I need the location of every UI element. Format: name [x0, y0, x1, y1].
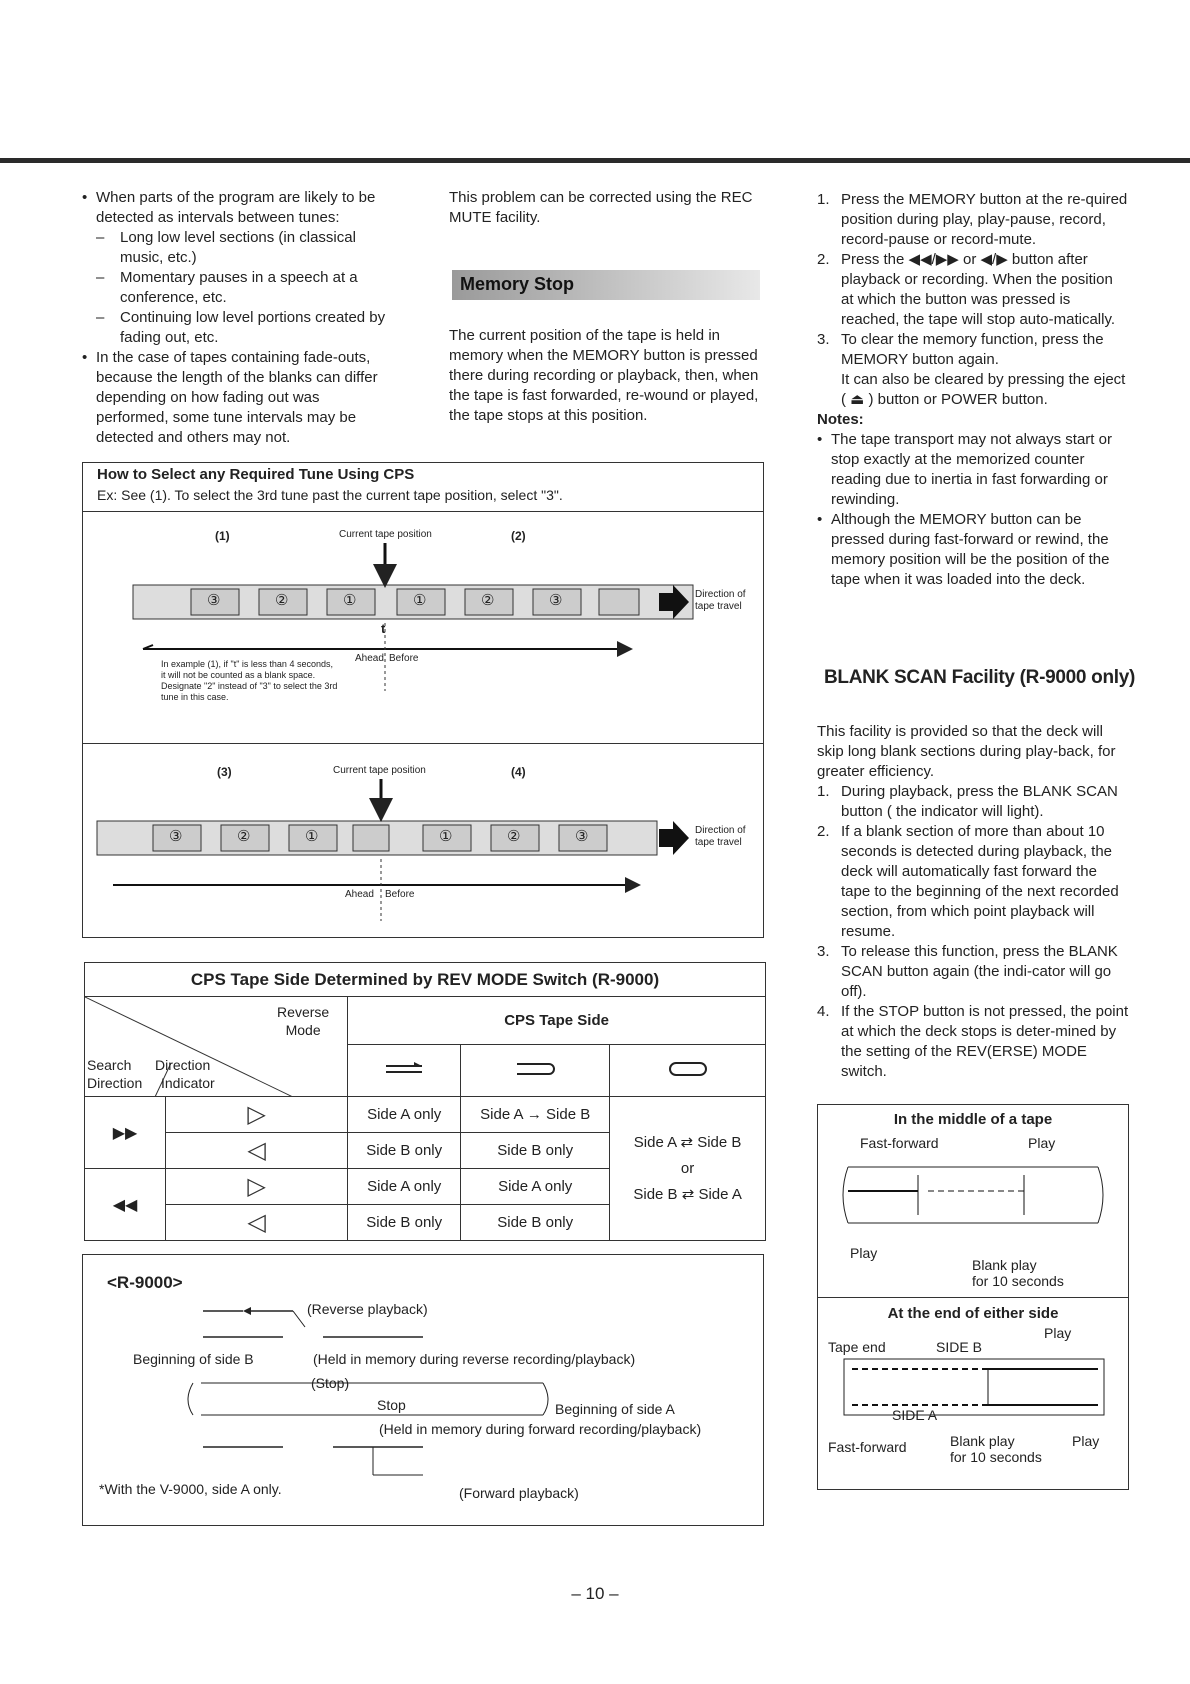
cps-diagram-box	[82, 462, 764, 938]
memory-step-3-extra: It can also be cleared by pressing the eject ( ⏏ ) button or POWER button.	[841, 371, 1126, 408]
play-label: Play	[1028, 1135, 1056, 1151]
direction-label: tape travel	[695, 837, 742, 848]
end-tape-diagram	[818, 1105, 1128, 1489]
end-tape-title: At the end of either side	[887, 1305, 1059, 1322]
blank-step-4: 4. If the STOP button is not pressed, the point at which the deck stops is deter-mined by the setting of the REV(ERSE) MODE switch.	[817, 1003, 1129, 1080]
bullet-1: • When parts of the program are likely to be detected as intervals between tunes:	[82, 189, 376, 226]
table-cell: Side A only	[348, 1097, 461, 1133]
memory-step-1: 1. Press the MEMORY button at the re-quired position during play, play-pause, record, record-pause or record-mute.	[817, 191, 1128, 248]
play-label: Play	[1072, 1433, 1100, 1449]
blank-play-label: Blank play	[972, 1257, 1037, 1273]
mode-icon-continuous	[610, 1045, 766, 1097]
r9000-title: <R-9000>	[107, 1273, 183, 1292]
corner-cell: Reverse Mode Direction Indicator Search Direction	[85, 997, 348, 1097]
blank-play-label: Blank play	[950, 1433, 1015, 1449]
stop-label: Stop	[377, 1397, 406, 1413]
blank-step-3: 3. To release this function, press the BLANK SCAN button again (the indi-cator will go off).	[817, 943, 1118, 1000]
direction-label: tape travel	[695, 601, 742, 612]
table-cell: Side A only	[461, 1169, 610, 1205]
blank-play-label: for 10 seconds	[972, 1273, 1064, 1289]
cps-table	[84, 962, 766, 1241]
ahead-label: Ahead	[355, 653, 384, 664]
beginning-a-label: Beginning of side A	[555, 1401, 675, 1417]
play-label: Play	[1044, 1325, 1072, 1341]
fast-forward-label: Fast-forward	[828, 1439, 907, 1455]
stop-paren-label: (Stop)	[311, 1375, 350, 1391]
notes-label: Notes:	[817, 411, 864, 428]
diagram-label-3: (3)	[217, 765, 232, 779]
reverse-indicator-icon: ◁	[166, 1133, 348, 1169]
blank-scan-section: This facility is provided so that the deck will skip long blank sections during play-back, for greater efficiency. 1. During playback, press the BLANK SCAN button ( the indicator will light). 2. If a blank section of more than about 10 seconds is detected during playback, the deck will automatically fast forward the tape to the beginning of the next recorded section, from which point playback will resume. 3. To release this function, press the BLANK SCAN button again (the indi-cator will go off). 4. If the STOP button is not pressed, the point at which the deck stops is deter-mined by the setting of the REV(ERSE) MODE switch.	[817, 723, 1129, 1080]
tune-number: ①	[305, 828, 319, 845]
cps-note: In example (1), if "t" is less than 4 seconds, it will not be counted as a blank space. Designate "2" instead of "3" to select the 3rd tune in this case.	[161, 659, 338, 702]
tune-number: ②	[237, 828, 251, 845]
before-label: Before	[389, 653, 419, 664]
middle-intro: This problem can be corrected using the REC MUTE facility.	[449, 189, 753, 226]
cps-side-header: CPS Tape Side	[348, 997, 766, 1045]
memory-stop-text: The current position of the tape is held in memory when the MEMORY button is pressed there during recording or playback, then, when the tape is fast forwarded, re-wound or played, the tape stops at this position.	[449, 327, 759, 424]
diagram-label-4: (4)	[511, 765, 526, 779]
table-cell: Side B only	[348, 1133, 461, 1169]
rew-search-icon: ◀◀	[85, 1169, 166, 1241]
tune-number: ③	[169, 828, 183, 845]
memory-stop-heading: Memory Stop	[452, 270, 760, 300]
mode-icon-one-way	[348, 1045, 461, 1097]
before-label: Before	[385, 889, 415, 900]
sub-item: – Momentary pauses in a speech at a conference, etc.	[96, 269, 358, 306]
middle-tape-title: In the middle of a tape	[893, 1111, 1053, 1128]
reverse-indicator-icon: ◁	[166, 1205, 348, 1241]
ff-search-icon: ▶▶	[85, 1097, 166, 1169]
held-forward-label: (Held in memory during forward recording/playback)	[379, 1421, 702, 1437]
tune-number: ①	[413, 592, 427, 609]
tune-number: ②	[507, 828, 521, 845]
tune-number: ①	[343, 592, 357, 609]
beginning-b-label: Beginning of side B	[133, 1351, 254, 1367]
forward-indicator-icon: ▷	[166, 1169, 348, 1205]
memory-step-3: 3. To clear the memory function, press the MEMORY button again.	[817, 331, 1104, 368]
tune-number: ①	[439, 828, 453, 845]
table-cell: Side B only	[461, 1205, 610, 1241]
cps-table-title: CPS Tape Side Determined by REV MODE Switch (R-9000)	[85, 963, 766, 997]
note-1: • The tape transport may not always start or stop exactly at the memorized counter reading due to inertia in fast forwarding or rewinding.	[817, 431, 1112, 508]
tune-number: ③	[207, 592, 221, 609]
memory-step-2: 2. Press the ◀◀/▶▶ or ◀/▶ button after playback or recording. When the position at which the button was pressed is reached, the tape will stop auto-matically.	[817, 251, 1116, 328]
direction-label: Direction of	[695, 589, 746, 600]
side-b-label: SIDE B	[936, 1339, 982, 1355]
diagram-label-1: (1)	[215, 529, 230, 543]
cps-box-title: How to Select any Required Tune Using CPS	[97, 466, 415, 483]
current-pos-label: Current tape position	[339, 529, 432, 540]
note-2: • Although the MEMORY button can be pressed during fast-forward or rewind, the memory position will be the position of the tape when it was loaded into the deck.	[817, 511, 1110, 588]
tune-number: ②	[481, 592, 495, 609]
top-rule	[0, 158, 1190, 163]
sub-item: – Continuing low level portions created by fading out, etc.	[96, 309, 386, 346]
blank-play-label: for 10 seconds	[950, 1449, 1042, 1465]
sub-item: – Long low level sections (in classical music, etc.)	[96, 229, 356, 266]
bullet-2: • In the case of tapes containing fade-outs, because the length of the blanks can differ depending on how fading out was performed, some tune intervals may be detected and others may not.	[82, 349, 378, 446]
table-cell: Side B only	[348, 1205, 461, 1241]
side-a-label: SIDE A	[892, 1407, 938, 1423]
middle-tape-box	[817, 1104, 1129, 1490]
t-label: t	[381, 621, 386, 636]
left-column	[82, 188, 394, 448]
blank-scan-title: BLANK SCAN Facility (R-9000 only)	[824, 667, 1136, 688]
forward-indicator-icon: ▷	[166, 1097, 348, 1133]
held-reverse-label: (Held in memory during reverse recording/playback)	[313, 1351, 636, 1367]
r9000-note: *With the V-9000, side A only.	[99, 1481, 282, 1497]
table-cell: Side A → Side B	[461, 1097, 610, 1133]
fast-forward-label: Fast-forward	[860, 1135, 939, 1151]
table-cell: Side B only	[461, 1133, 610, 1169]
cps-box-example: Ex: See (1). To select the 3rd tune past the current tape position, select "3".	[97, 487, 563, 503]
reverse-playback-label: (Reverse playback)	[307, 1301, 428, 1317]
r9000-box	[82, 1254, 764, 1526]
current-pos-label: Current tape position	[333, 765, 426, 776]
mode-icon-reverse-once	[461, 1045, 610, 1097]
play-label: Play	[850, 1245, 878, 1261]
merged-cell: Side A ⇄ Side B or Side B ⇄ Side A	[610, 1097, 766, 1241]
page-number: – 10 –	[571, 1584, 619, 1603]
diagram-label-2: (2)	[511, 529, 526, 543]
tune-number: ③	[549, 592, 563, 609]
tune-number: ②	[275, 592, 289, 609]
tune-number: ③	[575, 828, 589, 845]
table-cell: Side A only	[348, 1169, 461, 1205]
ahead-label: Ahead	[345, 889, 374, 900]
blank-step-1: 1. During playback, press the BLANK SCAN button ( the indicator will light).	[817, 783, 1118, 820]
tape-end-label: Tape end	[828, 1339, 886, 1355]
blank-step-2: 2. If a blank section of more than about 10 seconds is detected during playback, the deck will automatically fast forward the tape to the beginning of the next recorded section, from which point playback will resume.	[817, 823, 1119, 940]
right-column	[817, 190, 1129, 590]
forward-playback-label: (Forward playback)	[459, 1485, 579, 1501]
direction-label: Direction of	[695, 825, 746, 836]
